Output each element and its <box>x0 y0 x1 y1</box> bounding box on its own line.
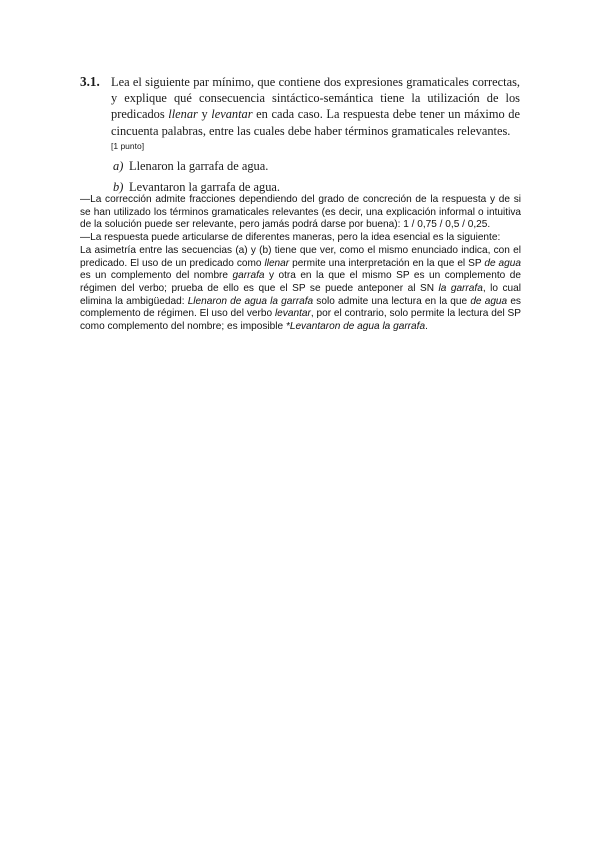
question-conj: y <box>197 107 212 122</box>
answer-italic: de agua <box>470 295 508 307</box>
answer-text: , lo cual elimina la ambigüedad: <box>80 282 521 307</box>
question-block <box>80 74 520 195</box>
answer-italic: Llenaron de agua la garrafa <box>187 295 314 307</box>
answer-text: es complemento de régimen. El uso del verbo <box>80 295 521 320</box>
answer-italic: de agua <box>484 257 521 269</box>
question-text <box>111 74 520 139</box>
question-rest: en cada caso. La respuesta debe tener un máximo de cincuenta palabras, entre las cuales debe haber términos gramaticales relevantes. <box>111 107 520 138</box>
option-a-label: a) <box>113 158 124 173</box>
answer-italic: la garrafa <box>438 282 483 294</box>
answer-text: y otra en la que el mismo SP es un complemento de régimen del verbo; prueba de ello es que el SP se puede anteponer al SN <box>80 270 521 294</box>
answer-text: permite una interpretación en la que el SP <box>289 257 485 269</box>
option-a <box>113 158 520 174</box>
answer-intro: —La respuesta puede articularse de diferentes maneras, pero la idea esencial es la siguiente: <box>80 232 501 244</box>
option-b-text: Levantaron la garrafa de agua. <box>129 179 281 194</box>
answer-text: solo admite una lectura en la que <box>313 295 471 307</box>
points-label: [1 punto] <box>111 140 145 151</box>
answer-italic: llenar <box>264 257 290 269</box>
answer-italic: garrafa <box>232 270 265 282</box>
verb-llenar: llenar <box>168 107 198 122</box>
question-number: 3.1. <box>80 74 100 89</box>
verb-levantar: levantar <box>211 107 253 122</box>
question-intro: Lea el siguiente par mínimo, que contiene dos expresiones gramaticales correctas, y explique qué consecuencia sintáctico-semántica tiene la utilización de los predicados <box>111 75 520 122</box>
answer-italic: *Levantaron de agua la garrafa <box>285 321 426 333</box>
option-a-text: Llenaron la garrafa de agua. <box>129 158 269 173</box>
option-b-label: b) <box>113 179 124 194</box>
grading-note: —La corrección admite fracciones dependiendo del grado de concreción de la respuesta y de si se han utilizado los términos gramaticales relevantes (es decir, una explicación informal o intuitiva de la solución puede ser relevante, pero jamás podrá darse por buena): 1 / 0,75 / 0,5 / 0,25. <box>80 194 521 231</box>
option-b <box>113 179 520 195</box>
answer-text: La asimetría entre las secuencias (a) y (b) tiene que ver, como el mismo enunciado indica, con el predicado. El uso de un predicado como <box>80 244 521 269</box>
answer-text: . <box>425 321 428 333</box>
answer-text: es un complemento del nombre <box>80 270 233 282</box>
answer-explanation <box>80 245 521 334</box>
answer-block <box>80 194 521 334</box>
answer-text: , por el contrario, solo permite la lectura del SP como complemento del nombre; es imposible <box>80 308 521 333</box>
answer-italic: levantar <box>274 308 311 320</box>
